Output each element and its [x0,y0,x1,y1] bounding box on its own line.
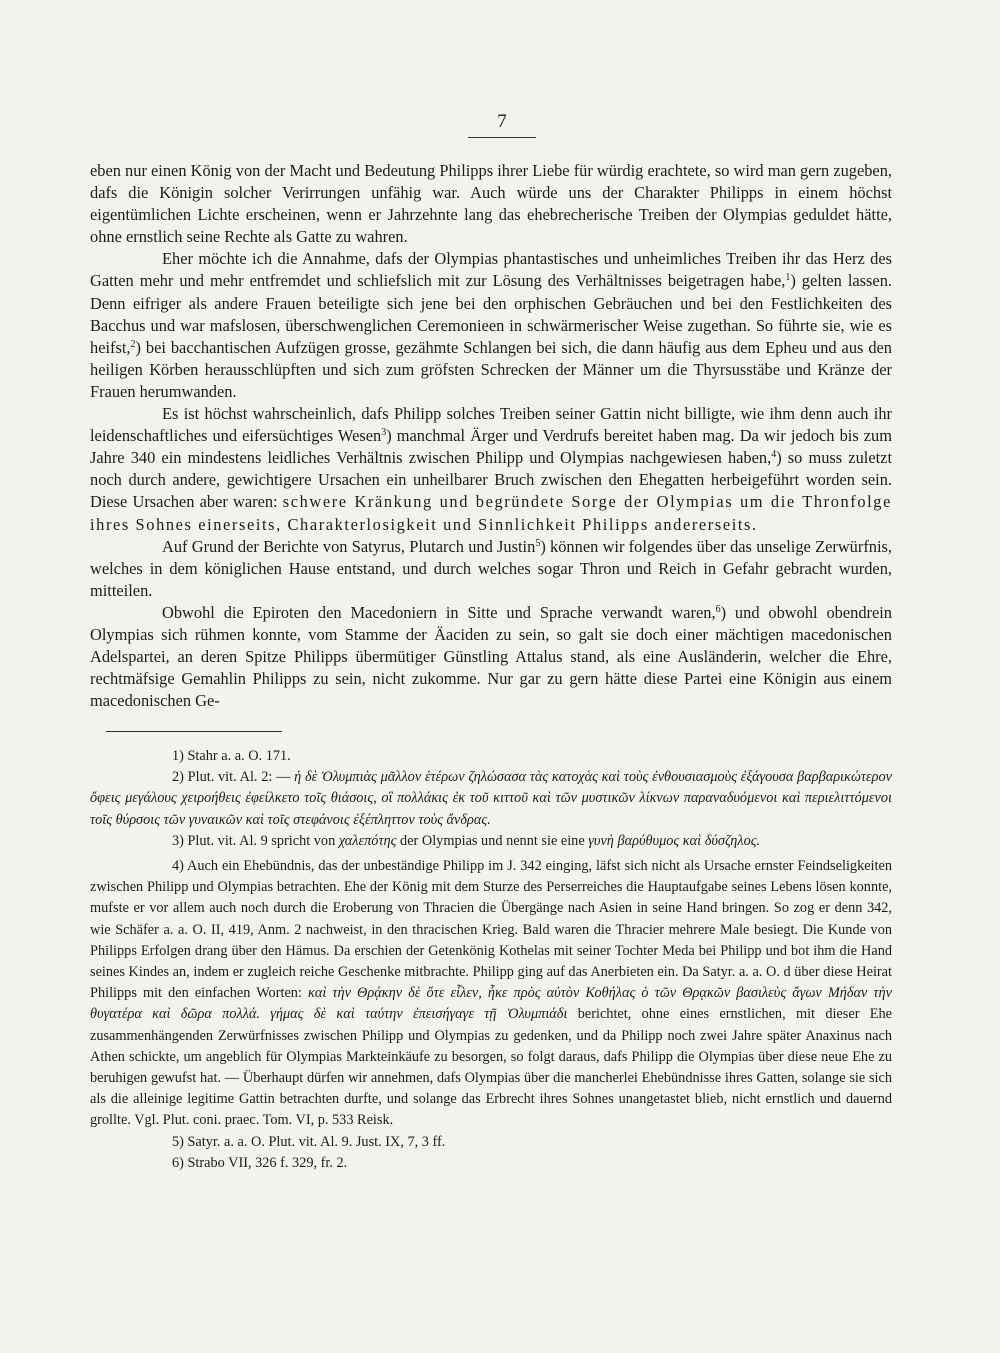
footnote-4: 4) Auch ein Ehebündnis, das der unbeständige Philipp im J. 342 einging, läfst sich nicht als Ursache ernster Feindseligkeiten zwischen Philipp und Olympias betrachten. Ehe der König mit dem Sturze des Perserreiches die Hauptaufgabe seines Lebens lösen konnte, mufste er vor allem auch noch durch die Eroberung von Thracien die Übergänge nach Asien in seine Hand bringen. So zog er denn 342, wie Schäfer a. a. O. II, 419, Anm. 2 nachweist, in den thracischen Krieg. Bald waren die Thracier mehrere Male besiegt. Die Kunde von Philipps Erfolgen drang über den Hämus. Da erschien der Getenkönig Kothelas mit seiner Tochter Meda bei Philipp und bot ihm die Hand seines Kindes an, indem er zugleich reiche Geschenke mitbrachte. Philipp ging auf das Anerbieten ein. Da Satyr. a. a. O. d über diese Heirat Philipps mit den einfachen Worten: καὶ τὴν Θρᾴκην δὲ ὅτε εἷλεν, ἧκε πρὸς αὐτὸν Κοθήλας ὁ τῶν Θρᾳκῶν βασιλεὺς ἄγων Μήδαν τὴν θυγατέρα καὶ δῶρα πολλά. γήμας δὲ καὶ ταύτην ἐπεισήγαγε τῇ Ὀλυμπιάδι berichtet, ohne eines ernstlichen, mit dieser Ehe zusammenhängenden Zerwürfnisses zwischen Philipp und Olympias zu gedenken, und da Philipp noch zwei Jahre später Anaxinus nach Athen schickte, um angeblich für Olympias Markteinkäufe zu besorgen, so folgt daraus, dafs Philipp die Olympias über diese neue Ehe zu beruhigen gewufst hat. — Überhaupt dürfen wir annehmen, dafs Olympias über die mancherlei Ehebündnisse ihres Gatten, solange sie sich als die alleinige legitime Gattin betrachten durfte, und solange das Erbrecht ihres Sohnes unangetastet blieb, nicht ernstlich und dauernd grollte. Vgl. Plut. coni. praec. Tom. VI, p. 533 Reisk. [90,858,892,1129]
footnote-1: 1) Stahr a. a. O. 171. [172,748,291,764]
footnote-ref[interactable]: 5 [535,537,541,549]
footnote-2: 2) Plut. vit. Al. 2: — ἡ δὲ Ὀλυμπιὰς μᾶλλον ἑτέρων ζηλώσασα τὰς κατοχὰς καὶ τοὺς ἐνθουσιασμοὺς ἐξάγουσα βαρβαρικώτερον ὄφεις μεγάλους χειροήθεις ἐφείλκετο τοῖς θιάσοις, οἳ πολλάκις ἐκ τοῦ κιττοῦ καὶ τῶν μυστικῶν λίκνων παραναδυόμενοι καὶ περιελιττόμενοι τοῖς θύρσοις τῶν γυναικῶν καὶ τοῖς στεφάνοις ἐξέπληττον τοὺς ἄνδρας. [90,769,892,828]
footnote-3: 3) Plut. vit. Al. 9 spricht von χαλεπότης der Olympias und nennt sie eine γυνὴ βαρύθυμος καὶ δύσζηλος. [172,832,761,849]
footnote-ref[interactable]: 2 [130,338,136,350]
footnote-ref[interactable]: 3 [381,427,387,439]
footnote-ref[interactable]: 4 [771,449,777,461]
paragraph-5: Obwohl die Epiroten den Macedoniern in Sitte und Sprache verwandt waren,$^6$) und obwohl obendrein Olympias sich rühmen konnte, vom Stamme der Äaciden zu sein, so galt sie doch einer mächtigen macedonischen Adelspartei, an deren Spitze Philipps übermütiger Günstling Attalus stand, als eine Ausländerin, welcher die Ehre, rechtmäfsige Gemahlin Philipps zu sein, nicht zukomme. Nur gar zu gern hätte diese Partei eine Königin aus einem macedonischen Ge- [90,602,892,711]
footnote-ref[interactable]: 1 [785,272,791,284]
greek-term: χαλεπότης [338,832,397,849]
emphasized-text: schwere Kränkung und begründete Sorge der Olympias um die Thronfolge ihres Sohnes einerseits, Charakterlosigkeit und Sinnlichkeit Philipps andererseits. [90,492,892,534]
main-text [90,160,892,712]
paragraph-3: Es ist höchst wahrscheinlich, dafs Philipp solches Treiben seiner Gattin nicht billigte, wie ihm denn auch ihr leidenschaftliches und eifersüchtiges Wesen$^3$) manchmal Ärger und Verdrufs bereitet haben mag. Da wir jedoch bis zum Jahre 340 ein mindestens leidliches Verhältnis zwischen Philipp und Olympias nachgewiesen haben,$^4$) so muss zuletzt noch durch andere, gewichtigere Ursachen ein unheilbarer Bruch zwischen den Ehegatten herbeigeführt worden sein. Diese Ursachen aber waren: schwere Kränkung und begründete Sorge der Olympias um die Thronfolge ihres Sohnes einerseits, Charakterlosigkeit und Sinnlichkeit Philipps andererseits. [90,404,892,534]
page-number-rule [468,137,536,138]
greek-term: γυνὴ βαρύθυμος καὶ δύσζηλος. [588,832,761,849]
page-number: 7 [497,111,507,132]
greek-quote: καὶ τὴν Θρᾴκην δὲ ὅτε εἷλεν, ἧκε πρὸς αὐτὸν Κοθήλας ὁ τῶν Θρᾳκῶν βασιλεὺς ἄγων Μήδαν τὴν θυγατέρα καὶ δῶρα πολλά. γήμας δὲ καὶ ταύτην ἐπεισήγαγε τῇ Ὀλυμπιάδι [90,985,892,1023]
paragraph-4: Auf Grund der Berichte von Satyrus, Plutarch und Justin$^5$) können wir folgendes über das unselige Zerwürfnis, welches in dem königlichen Hause entstand, und durch welches sogar Thron und Reich in Gefahr gebracht wurden, mitteilen. [90,536,893,600]
footnotes [90,746,892,1174]
paragraph-1: eben nur einen König von der Macht und Bedeutung Philipps ihrer Liebe für würdig erachtete, so wird man gern zugeben, dafs die Königin solcher Verirrungen unfähig war. Auch würde uns der Charakter Philipps in einem höchst eigentümlichen Lichte erscheinen, wenn er Jahrzehnte lang das ehebrecherische Treiben der Olympias geduldet hätte, ohne ernstlich seine Rechte als Gatte zu wahren. [90,161,892,247]
greek-quote: ἡ δὲ Ὀλυμπιὰς μᾶλλον ἑτέρων ζηλώσασα τὰς κατοχὰς καὶ τοὺς ἐνθουσιασμοὺς ἐξάγουσα βαρβαρικώτερον ὄφεις μεγάλους χειροήθεις ἐφείλκετο τοῖς θιάσοις, οἳ πολλάκις ἐκ τοῦ κιττοῦ καὶ τῶν μυστικῶν λίκνων παραναδυόμενοι καὶ περιελιττόμενοι τοῖς θύρσοις τῶν γυναικῶν καὶ τοῖς στεφάνοις ἐξέπληττον τοὺς ἄνδρας. [90,769,892,828]
footnote-separator [106,731,282,732]
footnote-ref[interactable]: 6 [715,603,721,615]
footnote-5: 5) Satyr. a. a. O. Plut. vit. Al. 9. Just. IX, 7, 3 ff. [172,1133,446,1150]
paragraph-2: Eher möchte ich die Annahme, dafs der Olympias phantastisches und unheimliches Treiben ihr das Herz des Gatten mehr und mehr entfremdet und schliefslich mit zur Lösung des Verhältnisses beigetragen habe,$^1$) gelten lassen. Denn eifriger als andere Frauen beteiligte sich jene bei den orphischen Gebräuchen und bei den Festlichkeiten des Bacchus und war mafslosen, überschwenglichen Ceremonieen in schwärmerischer Weise zugethan. So führte sie, wie es heifst,$^2$) bei bacchantischen Aufzügen grosse, gezähmte Schlangen bei sich, die dann häufig aus dem Epheu und aus den heiligen Körben herausschlüpften und sich zum gröfsten Schrecken der Männer um die Thyrsusstäbe und Kränze der Frauen herumwanden. [90,249,893,401]
footnote-6: 6) Strabo VII, 326 f. 329, fr. 2. [172,1154,348,1171]
